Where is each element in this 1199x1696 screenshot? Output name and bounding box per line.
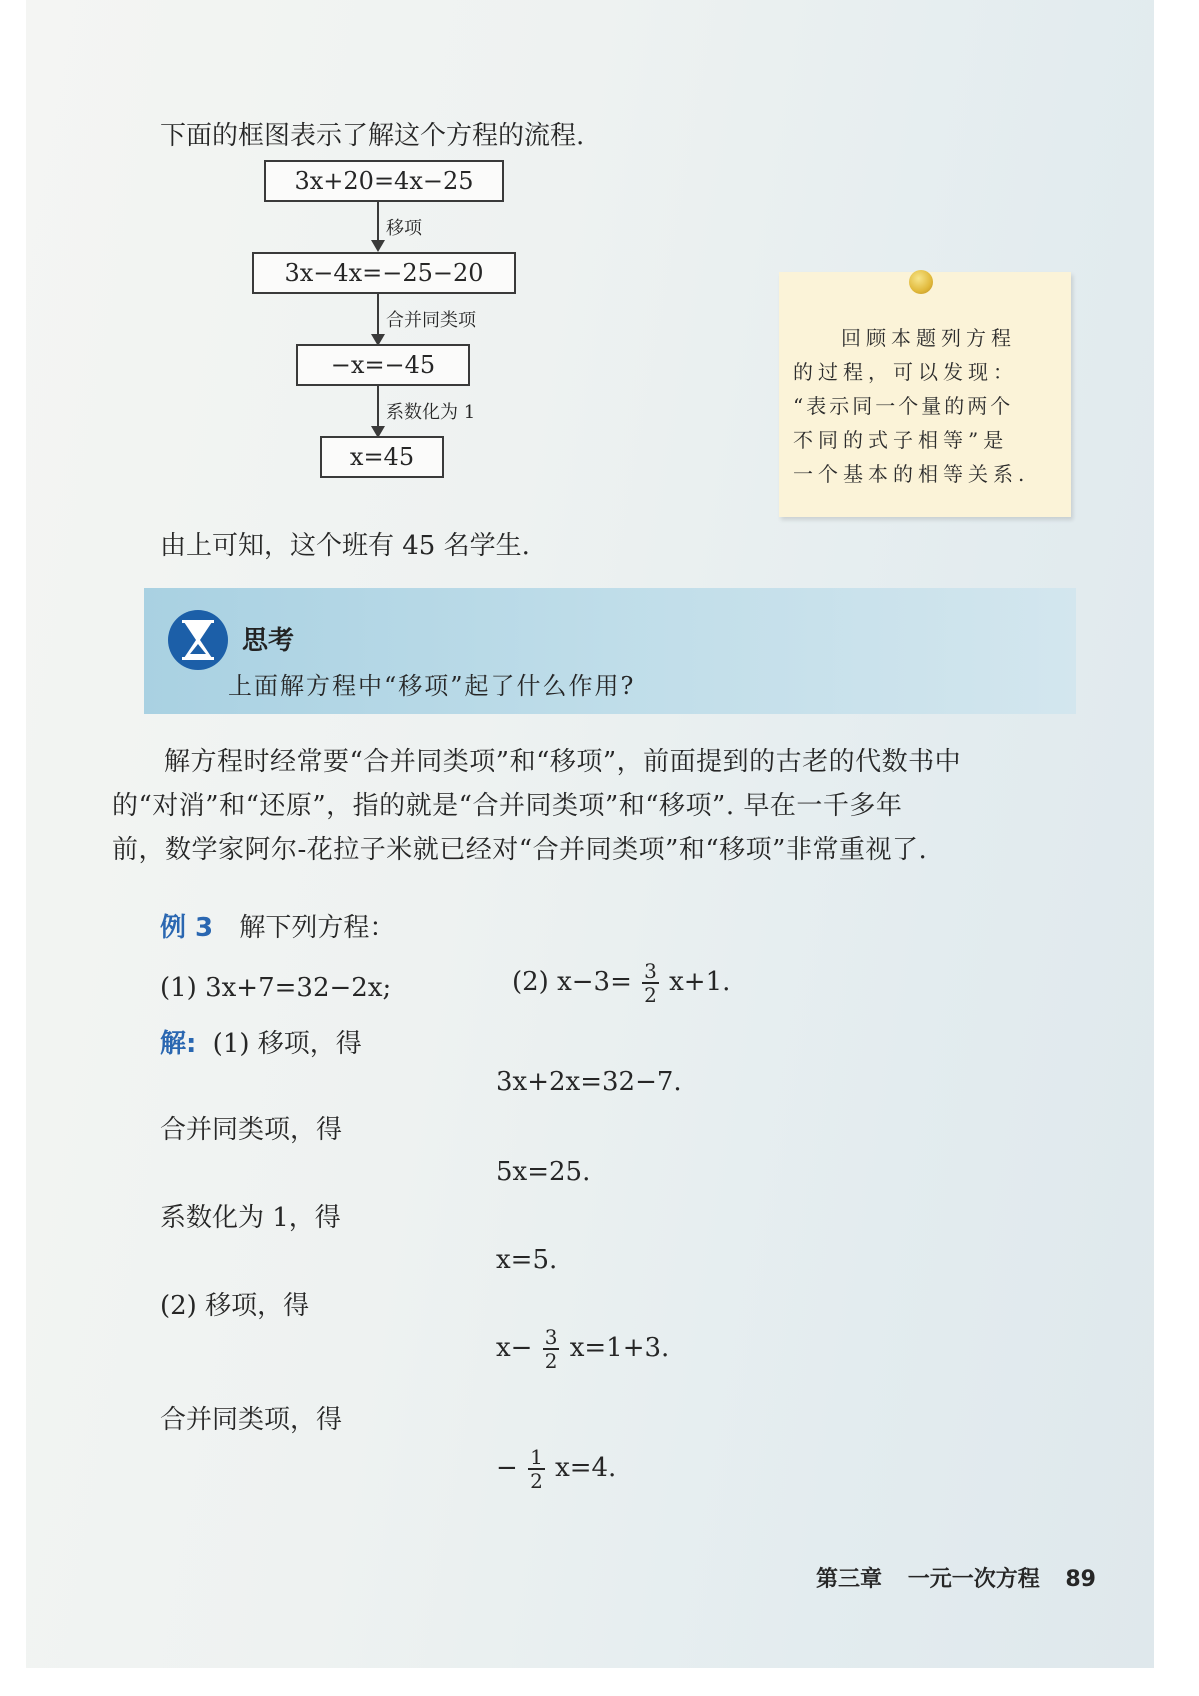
solution-equation [496,1326,669,1372]
flow-step-3: 系数化为 1 [386,402,476,423]
eq-fraction [528,1446,545,1492]
eq-prefix: x− [496,1333,533,1363]
intro-text: 下面的框图表示了解这个方程的流程. [160,121,585,151]
frac-num: 1 [530,1445,543,1469]
conclusion-text: 由上可知，这个班有 45 名学生. [160,531,530,561]
eq-fraction [543,1326,560,1372]
frac-num: 3 [544,1325,558,1349]
solution-step: 合并同类项，得 [160,1405,343,1435]
solution-label: 解: [160,1029,197,1059]
solution-equation: 5x=25. [496,1157,591,1187]
note-line: 回顾本题列方程 [841,326,1016,350]
solution-equation: 3x+2x=32−7. [496,1067,682,1097]
bullet-icon [909,270,933,294]
example-title: 解下列方程： [239,913,396,943]
solution-equation [496,1446,616,1492]
flow-arrow-1 [377,202,379,242]
flow-box-3: −x=−45 [296,344,470,386]
flow-box-2: 3x−4x=−25−20 [252,252,516,294]
eq-suffix: x=4. [555,1453,617,1483]
note-line: 一个基本的相等关系. [793,462,1030,486]
example-eq2 [512,960,730,1006]
eq-suffix: x=1+3. [569,1333,670,1363]
note-line: “表示同一个量的两个 [793,394,1014,418]
eq-prefix: − [496,1453,518,1483]
explanation-paragraph [112,740,1102,872]
example-heading [160,912,395,944]
page-footer [816,1562,1096,1593]
solution-heading [160,1028,362,1060]
hourglass-icon [168,610,228,670]
flow-step-1: 移项 [386,218,422,239]
example-label: 例 3 [160,913,214,943]
chapter-title: 一元一次方程 [907,1567,1040,1592]
example-eq1: (1) 3x+7=32−2x; [160,973,392,1003]
eq2-suffix: x+1. [669,967,731,997]
flow-step-2: 合并同类项 [386,310,476,331]
arrowhead-icon [371,240,385,252]
flow-box-4: x=45 [320,436,444,478]
flow-arrow-2 [377,294,379,336]
solution-step: 系数化为 1，得 [160,1203,341,1233]
paragraph-line: 前，数学家阿尔-花拉子米就已经对“合并同类项”和“移项”非常重视了. [112,835,928,865]
paragraph-line: 的“对消”和“还原”，指的就是“合并同类项”和“移项”. 早在一千多年 [112,791,903,821]
flow-box-1: 3x+20=4x−25 [264,160,504,202]
think-section [144,588,1076,714]
frac-den: 2 [544,1349,558,1373]
solution-step: (2) 移项，得 [160,1291,310,1321]
solution-step: (1) 移项，得 [212,1029,362,1059]
solution-equation: x=5. [496,1245,558,1275]
side-note [779,272,1071,517]
eq2-fraction [642,960,659,1006]
think-title: 思考 [242,626,295,656]
frac-den: 2 [530,1469,543,1493]
paragraph-line: 解方程时经常要“合并同类项”和“移项”，前面提到的古老的代数书中 [164,747,962,777]
note-line: 不同的式子相等”是 [793,428,1009,452]
page-number: 89 [1065,1567,1096,1592]
chapter-number: 第三章 [816,1567,883,1592]
think-question: 上面解方程中“移项”起了什么作用? [228,672,636,700]
solution-step: 合并同类项，得 [160,1115,343,1145]
note-line: 的过程，可以发现： [793,360,1018,384]
flow-arrow-3 [377,386,379,428]
frac-den: 2 [644,983,657,1007]
textbook-page [26,0,1154,1668]
frac-num: 3 [644,959,657,983]
eq2-prefix: (2) x−3= [512,967,632,997]
